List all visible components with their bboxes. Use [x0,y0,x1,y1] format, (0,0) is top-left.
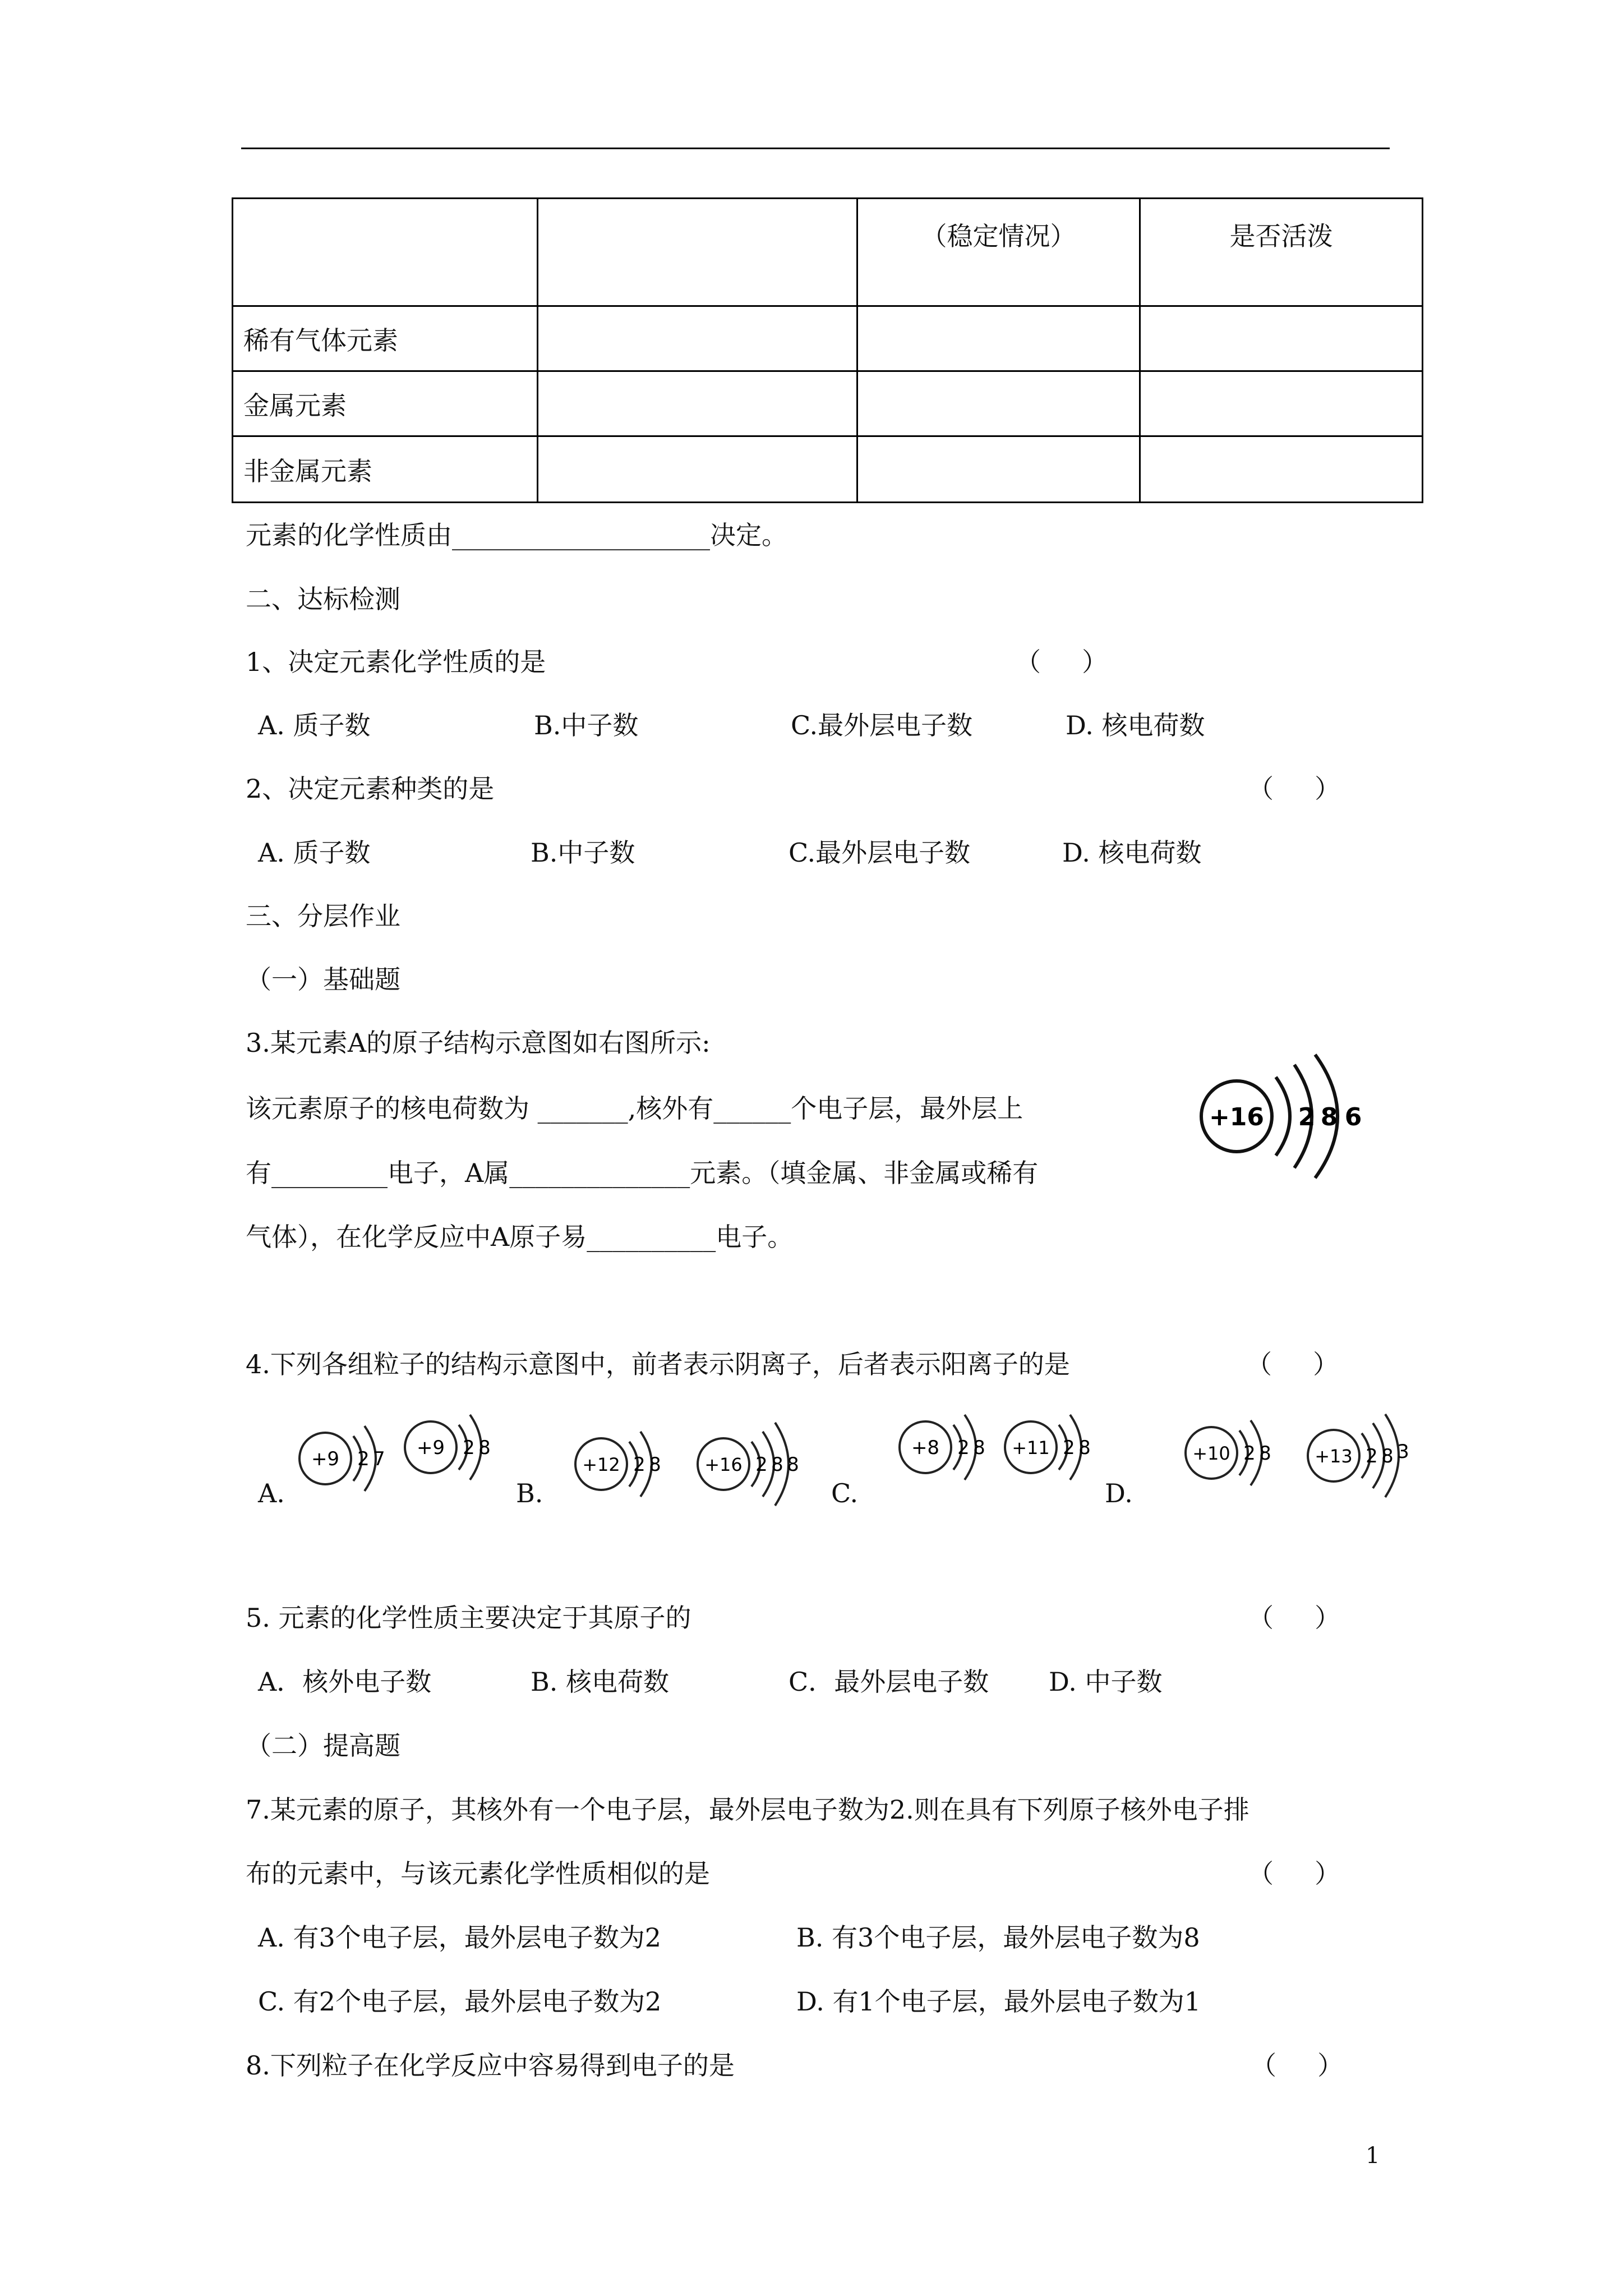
shell-electron-count: 8 [1078,1437,1091,1459]
option-d: D. 核电荷数 [1066,710,1205,740]
table-row [233,306,1423,371]
option-c: C. 有2个电子层，最外层电子数为2 [258,1986,662,2017]
option-c: C.最外层电子数 [791,710,973,740]
shell-electron-count: 8 [973,1437,985,1459]
table-header-cell [233,199,538,306]
atom-diagram-o-ion [892,1391,1004,1503]
shell-electron-count: 2 [1243,1442,1256,1465]
page-number: 1 [1366,2143,1380,2169]
answer-paren: （ ） [1251,2050,1344,2081]
option-a: A．核外电子数 [258,1667,432,1697]
shell-electron-count: 3 [1397,1441,1409,1463]
atom-diagram-mg-ion [568,1408,680,1520]
option-b: B.中子数 [531,838,635,868]
shell-electron-count: 8 [478,1437,491,1459]
question-4: 4.下列各组粒子的结构示意图中，前者表示阴离子，后者表示阳离子的是 [246,1349,1070,1379]
table-row [233,436,1423,503]
option-a: A. 质子数 [258,838,371,868]
table-row [233,371,1423,436]
table-cell [1140,306,1423,371]
table-cell: 稀有气体元素 [233,306,538,371]
option-a: A. 质子数 [258,710,371,740]
subsection-heading: （二）提高题 [246,1731,400,1761]
atom-diagram-f-ion [397,1391,509,1503]
table-cell [857,306,1140,371]
table-header-cell [538,199,857,306]
shell-electron-count: 2 [1063,1437,1075,1459]
table-cell [857,371,1140,436]
section-heading: 三、分层作业 [246,901,400,931]
electron-shell-arc [1276,1077,1290,1156]
question-5: 5. 元素的化学性质主要决定于其原子的 [246,1603,691,1633]
shell-electron-count: 2 [957,1437,970,1459]
option-label-d: D. [1105,1478,1133,1508]
shell-electron-count: 8 [1381,1445,1394,1467]
shell-electron-count: 2 [633,1453,645,1476]
nucleus-charge: +10 [1192,1443,1230,1464]
table-cell: 金属元素 [233,371,538,436]
table-cell [1140,371,1423,436]
answer-paren: （ ） [1015,647,1108,677]
nucleus-charge: +9 [311,1448,340,1470]
question-1: 1、决定元素化学性质的是 [246,647,546,677]
table-header-cell: （稳定情况） [857,199,1140,306]
question-3-line: 3.某元素A的原子结构示意图如右图所示: [246,1028,711,1058]
question-3-line: 有_________电子，A属______________元素。（填金属、非金属或稀有 [246,1158,1039,1188]
section-heading: 二、达标检测 [246,584,400,614]
answer-paren: （ ） [1246,1349,1339,1379]
table-header-cell: 是否活泼 [1140,199,1423,306]
shell-electron-count: 2 [463,1437,475,1459]
question-7-line: 7.某元素的原子，其核外有一个电子层，最外层电子数为2.则在具有下列原子核外电子排 [246,1795,1249,1825]
atom-diagram-ne [1178,1397,1290,1509]
table-cell: 非金属元素 [233,436,538,503]
answer-paren: （ ） [1248,774,1341,804]
question-8: 8.下列粒子在化学反应中容易得到电子的是 [246,2050,735,2081]
option-d: D. 中子数 [1049,1667,1163,1697]
option-d: D. 有1个电子层，最外层电子数为1 [796,1986,1201,2017]
option-c: C．最外层电子数 [789,1667,989,1697]
table-header-row [233,199,1423,306]
shell-electron-count: 8 [771,1453,783,1476]
shell-electron-count: 7 [373,1448,385,1470]
option-label-c: C. [831,1478,859,1508]
question-7-line: 布的元素中，与该元素化学性质相似的是 [246,1858,710,1889]
question-3-line: 该元素原子的核电荷数为 _______,核外有______个电子层，最外层上 [246,1093,1023,1124]
shell-electron-count: 2 [1366,1445,1378,1467]
nucleus-charge: +16 [1209,1103,1265,1131]
subsection-heading: （一）基础题 [246,964,400,995]
header-rule [241,148,1390,149]
element-properties-table [232,197,1423,503]
option-d: D. 核电荷数 [1062,838,1202,868]
nucleus-charge: +13 [1315,1446,1353,1467]
option-label-a: A. [258,1478,285,1508]
shell-electron-count: 8 [787,1453,799,1476]
option-b: B. 核电荷数 [531,1667,670,1697]
shell-electron-count: 8 [1320,1103,1338,1131]
atom-diagram-al [1300,1400,1435,1512]
table-cell [857,436,1140,503]
option-c: C.最外层电子数 [789,838,971,868]
answer-paren: （ ） [1248,1858,1341,1889]
shell-electron-count: 8 [1259,1442,1271,1465]
nucleus-charge: +9 [416,1437,445,1459]
atom-diagram-na-ion [997,1391,1109,1503]
shell-electron-count: 6 [1344,1103,1362,1131]
table-cell [538,436,857,503]
shell-electron-count: 2 [755,1453,768,1476]
nucleus-charge: +16 [704,1454,743,1475]
chemical-property-statement: 元素的化学性质由____________________决定。 [246,520,787,550]
nucleus-charge: +12 [582,1454,620,1475]
shell-electron-count: 2 [1298,1103,1316,1131]
atom-diagram-s-ion [690,1408,824,1520]
nucleus-charge: +8 [911,1437,940,1459]
atom-diagram-f-ion [292,1402,404,1515]
answer-paren: （ ） [1248,1603,1341,1633]
option-b: B.中子数 [534,710,639,740]
shell-electron-count: 2 [357,1448,370,1470]
table-cell [1140,436,1423,503]
shell-electron-count: 8 [649,1453,661,1476]
atom-diagram-sulfur [1189,1038,1391,1195]
question-2: 2、决定元素种类的是 [246,774,495,804]
nucleus-charge: +11 [1012,1437,1050,1458]
option-label-b: B. [516,1478,543,1508]
table-cell [538,306,857,371]
table-cell [538,371,857,436]
option-a: A. 有3个电子层，最外层电子数为2 [258,1922,661,1953]
option-b: B. 有3个电子层，最外层电子数为8 [796,1922,1200,1953]
question-3-line: 气体），在化学反应中A原子易__________电子。 [246,1222,794,1252]
